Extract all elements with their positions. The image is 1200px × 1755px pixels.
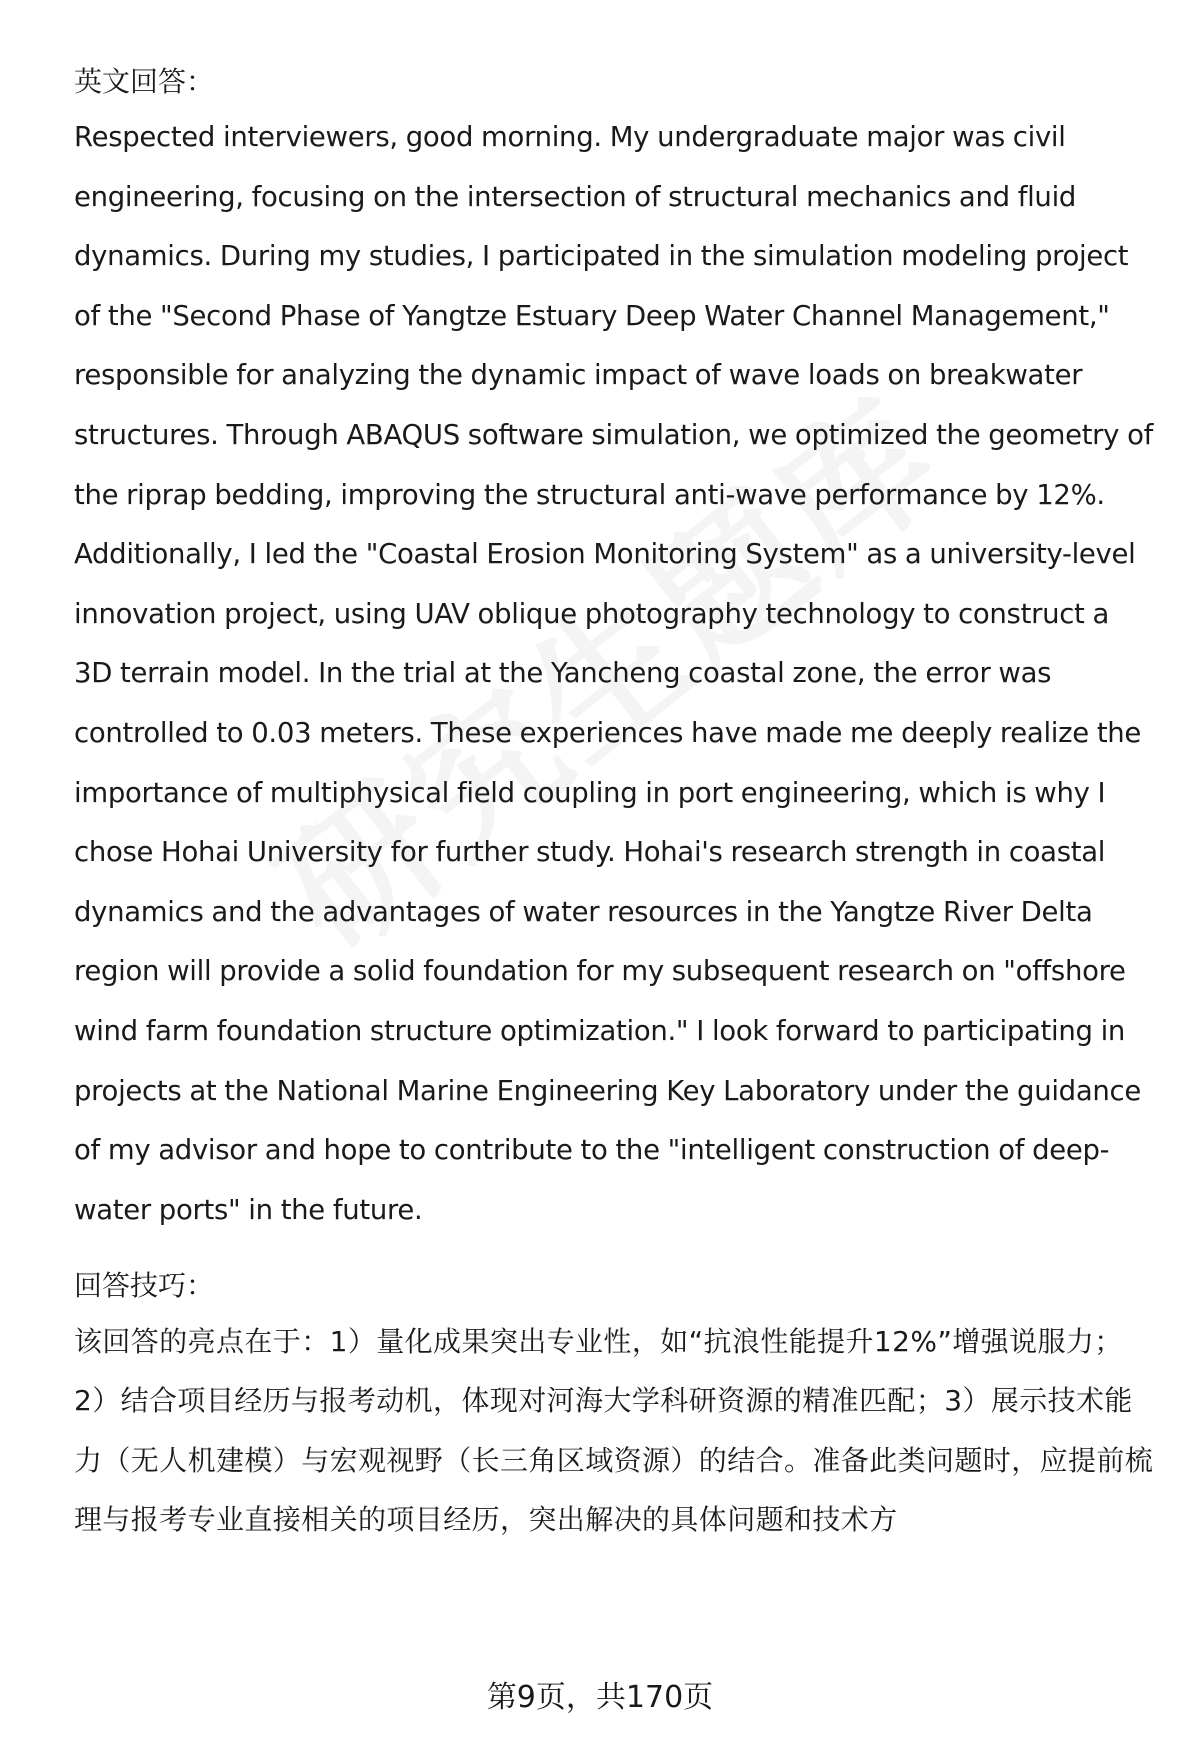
page-content	[74, 62, 1154, 1549]
answer-tips-paragraph: 该回答的亮点在于：1）量化成果突出专业性，如“抗浪性能提升12%”增强说服力；2）结合项目经历与报考动机，体现对河海大学科研资源的精准匹配；3）展示技术能力（无人机建模）与宏观视野（长三角区域资源）的结合。准备此类问题时，应提前梳理与报考专业直接相关的项目经历，突出解决的具体问题和技术方	[74, 1325, 1154, 1536]
page-number-footer: 第9页，共170页	[486, 1680, 714, 1715]
section-heading-answer-tips: 回答技巧：	[74, 1269, 215, 1303]
section-heading-english-answer: 英文回答：	[74, 65, 215, 98]
english-answer-paragraph: Respected interviewers, good morning. My undergraduate major was civil engineering, focusing on the intersection of structural mechanics and fluid dynamics. During my studies, I participated in the simulation modeling project of the "Second Phase of Yangtze Estuary Deep Water Channel Management," responsible for analyzing the dynamic impact of wave loads on breakwater structures. Through ABAQUS software simulation, we optimized the geometry of the riprap bedding, improving the structural anti-wave performance by 12%. Additionally, I led the "Coastal Erosion Monitoring System" as a university-level innovation project, using UAV oblique photography technology to construct a 3D terrain model. In the trial at the Yancheng coastal zone, the error was controlled to 0.03 meters. These experiences have made me deeply realize the importance of multiphysical field coupling in port engineering, which is why I chose Hohai University for further study. Hohai's research strength in coastal dynamics and the advantages of water resources in the Yangtze River Delta region will provide a solid foundation for my subsequent research on "offshore wind farm foundation structure optimization." I look forward to participating in projects at the National Marine Engineering Key Laboratory under the guidance of my advisor and hope to contribute to the "intelligent construction of deep-water ports" in the future.	[74, 121, 1153, 1226]
